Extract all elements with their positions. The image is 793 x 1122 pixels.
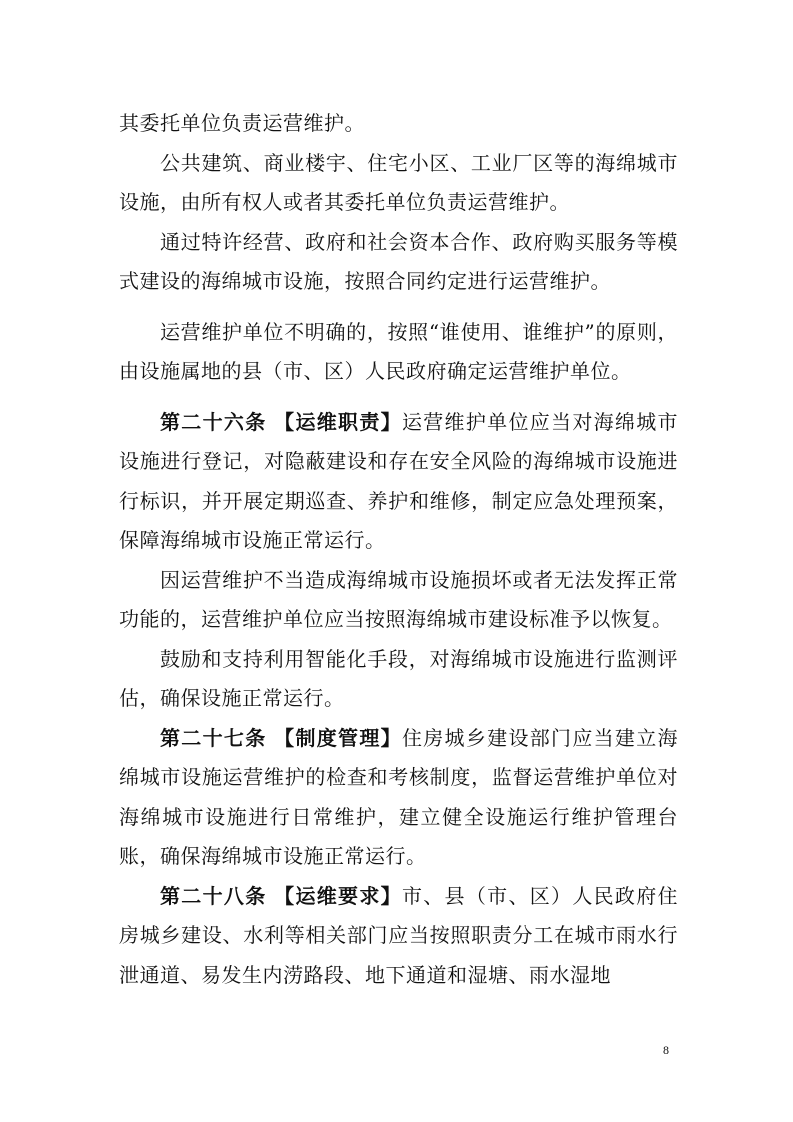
article-26 <box>119 403 678 561</box>
article-text: 运营维护单位应当对海绵城市设施进行登记，对隐蔽建设和存在安全风险的海绵城市设施进行标识，并开展定期巡查、养护和维修，制定应急处理预案，保障海绵城市设施正常运行。 <box>119 409 679 552</box>
article-number: 第二十六条 <box>160 409 267 434</box>
paragraph-text: 公共建筑、商业楼宇、住宅小区、工业厂区等的海绵城市设施，由所有权人或者其委托单位负责运营维护。 <box>119 150 678 214</box>
page-number: 8 <box>663 1043 669 1057</box>
paragraph <box>119 313 678 392</box>
article-heading-tag: 【制度管理】 <box>274 725 402 750</box>
paragraph-text: 通过特许经营、政府和社会资本合作、政府购买服务等模式建设的海绵城市设施，按照合同约定进行运营维护。 <box>119 229 678 293</box>
article-number: 第二十八条 <box>160 883 267 908</box>
article-27 <box>119 719 678 877</box>
article-28 <box>119 877 678 996</box>
paragraph <box>119 561 678 640</box>
page-content <box>119 104 678 995</box>
paragraph <box>119 640 678 719</box>
article-text: 市、县（市、区）人民政府住房城乡建设、水利等相关部门应当按照职责分工在城市雨水行泄通道、易发生内涝路段、地下通道和湿塘、雨水湿地 <box>119 883 679 987</box>
paragraph <box>119 144 678 223</box>
article-number: 第二十七条 <box>160 725 267 750</box>
paragraph <box>119 223 678 302</box>
paragraph-continuation <box>119 104 678 144</box>
article-text: 住房城乡建设部门应当建立海绵城市设施运营维护的检查和考核制度，监督运营维护单位对海绵城市设施进行日常维护，建立健全设施运行维护管理台账，确保海绵城市设施正常运行。 <box>119 725 679 868</box>
article-heading-tag: 【运维职责】 <box>274 409 402 434</box>
paragraph-text: 因运营维护不当造成海绵城市设施损坏或者无法发挥正常功能的，运营维护单位应当按照海绵城市建设标准予以恢复。 <box>119 567 678 631</box>
paragraph-text: 其委托单位负责运营维护。 <box>119 111 365 135</box>
paragraph-text: 鼓励和支持利用智能化手段，对海绵城市设施进行监测评估，确保设施正常运行。 <box>119 646 678 710</box>
paragraph-text: 运营维护单位不明确的，按照“谁使用、谁维护”的原则，由设施属地的县（市、区）人民政府确定运营维护单位。 <box>119 319 678 383</box>
article-heading-tag: 【运维要求】 <box>274 883 402 908</box>
